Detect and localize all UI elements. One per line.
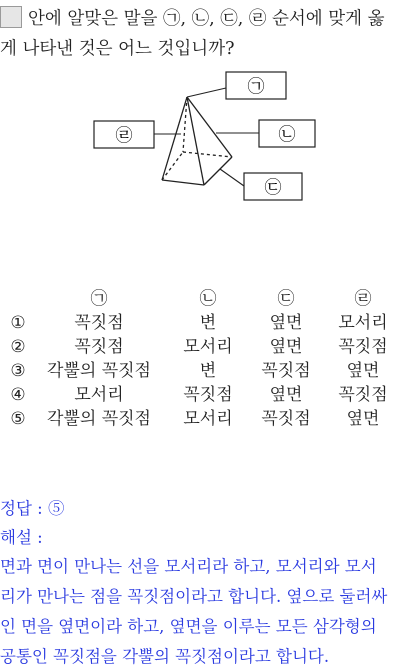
base-right-edge — [204, 157, 232, 185]
question-text-1: 안에 알맞은 말을 ㉠, ㉡, ㉢, ㉣ 순서에 맞게 옳 — [28, 8, 385, 29]
table-cell: 옆면 — [346, 361, 380, 381]
table-cell: 모서리 — [74, 385, 124, 405]
choice-number: ④ — [10, 385, 26, 405]
choice-row-2 — [0, 335, 400, 359]
front-center-edge — [187, 97, 204, 185]
table-cell: 꼭짓점 — [261, 409, 311, 429]
choice-row-4 — [0, 383, 400, 407]
question-line-2: 게 나타낸 것은 어느 것입니까? — [0, 39, 235, 59]
pyramid-shape — [162, 97, 232, 185]
header-cell — [6, 287, 30, 311]
choice-row-3 — [0, 359, 400, 383]
table-cell: 각뿔의 꼭짓점 — [47, 361, 151, 381]
table-cell: 옆면 — [269, 337, 303, 357]
choice-number: ② — [10, 337, 26, 357]
choice-number: ③ — [10, 361, 26, 381]
table-cell: 옆면 — [269, 385, 303, 405]
table-cell: 꼭짓점 — [183, 385, 233, 405]
table-cell: 옆면 — [269, 313, 303, 333]
header-cell: ㉢ — [277, 289, 295, 309]
explanation-body — [0, 552, 400, 672]
pointer-lines — [154, 88, 259, 186]
label-a-text: ㉠ — [247, 77, 265, 97]
choice-number: ① — [10, 313, 26, 333]
header-cell: ㉣ — [354, 289, 372, 309]
table-cell: 옆면 — [346, 409, 380, 429]
pyramid-diagram — [0, 0, 400, 240]
label-d-text: ㉣ — [115, 126, 133, 146]
header-cell: ㉡ — [199, 289, 217, 309]
explanation-line: 리가 만나는 점을 꼭짓점이라고 합니다. 옆으로 둘러싸 — [0, 587, 388, 606]
front-left-edge — [162, 97, 187, 180]
explanation-line: 공통인 꼭짓점을 각뿔의 꼭짓점이라고 합니다. — [0, 647, 330, 666]
table-cell: 꼭짓점 — [338, 385, 388, 405]
explanation-line: 면과 면이 만나는 선을 모서리라 하고, 모서리와 모서 — [0, 557, 377, 576]
explanation-line: 인 면을 옆면이라 하고, 옆면을 이루는 모든 삼각형의 — [0, 617, 377, 636]
base-front-edge — [162, 180, 204, 185]
label-b-text: ㉡ — [278, 125, 296, 145]
callout-label-a — [226, 72, 286, 99]
right-edge — [187, 97, 232, 157]
answer-label: 정답 : — [0, 499, 48, 518]
table-cell: 각뿔의 꼭짓점 — [47, 409, 151, 429]
table-cell: 꼭짓점 — [261, 361, 311, 381]
callout-label-c — [244, 173, 302, 200]
table-cell: 모서리 — [183, 409, 233, 429]
header-cell: ㉠ — [90, 289, 108, 309]
answer-value: ⑤ — [47, 499, 65, 518]
answer-line — [0, 495, 64, 519]
table-cell: 꼭짓점 — [74, 337, 124, 357]
table-cell: 변 — [199, 313, 217, 333]
callout-label-d — [94, 121, 154, 148]
choice-row-1 — [0, 311, 400, 335]
choice-row-5 — [0, 407, 400, 431]
callout-label-b — [259, 120, 315, 147]
table-cell: 변 — [199, 361, 217, 381]
label-c-text: ㉢ — [264, 178, 282, 198]
table-cell: 모서리 — [183, 337, 233, 357]
choice-number: ⑤ — [10, 409, 26, 429]
explanation-label: 해설 : — [0, 528, 43, 547]
table-header-row — [0, 287, 400, 311]
hidden-base-back — [183, 152, 232, 157]
table-cell: 모서리 — [338, 313, 388, 333]
table-cell: 꼭짓점 — [338, 337, 388, 357]
table-cell: 꼭짓점 — [74, 313, 124, 333]
hidden-base-left — [162, 152, 183, 180]
